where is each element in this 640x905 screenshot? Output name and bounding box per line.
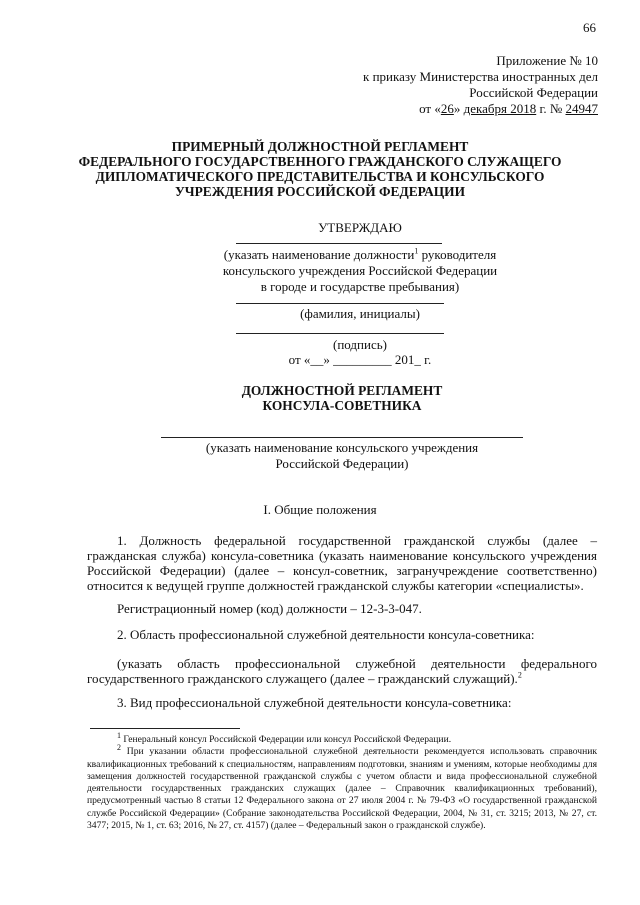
page-number: 66 <box>583 20 596 35</box>
position-line <box>236 243 442 244</box>
paragraph-3: 3. Вид профессиональной служебной деятельности консула-советника: <box>117 695 512 710</box>
paragraph-2: 2. Область профессиональной служебной деятельности консула-советника: <box>117 627 535 642</box>
footnotes <box>87 730 597 832</box>
name-label: (фамилия, инициалы) <box>300 306 420 321</box>
paragraph-registration: Регистрационный номер (код) должности – 12-3-3-047. <box>117 601 422 616</box>
approval-heading: УТВЕРЖДАЮ <box>318 220 402 235</box>
regulation-title: ДОЛЖНОСТНОЙ РЕГЛАМЕНТ КОНСУЛА-СОВЕТНИКА <box>241 383 443 413</box>
appendix-order: к приказу Министерства иностранных дел <box>363 69 598 84</box>
appendix-date: от «26» декабря 2018 г. № 24947 <box>419 101 598 116</box>
appendix-header <box>363 53 598 117</box>
paragraph-1: 1. Должность федеральной государственной гражданской службы (далее – гражданская служба) консула-советника (указать наименование консульского учреждения Российской Федерации) (далее – консул-советник, загранучреждение соответственно) относится к ведущей группе должностей гражданской службы категории «специалисты». <box>87 533 597 593</box>
consulate-label: (указать наименование консульского учреждения Российской Федерации) <box>205 440 479 471</box>
appendix-country: Российской Федерации <box>469 85 598 100</box>
document-title: ПРИМЕРНЫЙ ДОЛЖНОСТНОЙ РЕГЛАМЕНТ ФЕДЕРАЛЬНОГО ГОСУДАРСТВЕННОГО ГРАЖДАНСКОГО СЛУЖАЩЕГО ДИПЛОМАТИЧЕСКОГО ПРЕДСТАВИТЕЛЬСТВА И КОНСУЛЬСКОГО УЧРЕЖДЕНИЯ РОССИЙСКОЙ ФЕДЕРАЦИИ <box>78 139 562 199</box>
appendix-number: Приложение № 10 <box>496 53 598 68</box>
signature-line <box>236 333 444 334</box>
footnote-2: $^2$ При указании области профессиональной служебной деятельности рекомендуется использовать справочник квалификационных требований к специальностям, направлениям подготовки, знаниям и умениям, которые необходимы для замещения должностей государственной гражданской службы с учетом области и вида профессиональной служебной деятельности государственных гражданских служащих (далее – Справочник квалификационных требований), предусмотренный частью 8 статьи 12 Федерального закона от 27 июля 2004 г. № 79-ФЗ «О государственной гражданской службе Российской Федерации» (Собрание законодательства Российской Федерации, 2004, № 31, ст. 3215; 2013, № 27, ст. 3477; 2015, № 1, ст. 63; 2016, № 27, ст. 4157) (далее – Федеральный закон о гражданской службе). <box>87 743 597 832</box>
signature-label: (подпись) <box>333 337 387 352</box>
name-line <box>236 303 444 304</box>
section-heading: I. Общие положения <box>263 502 377 517</box>
consulate-line <box>161 437 523 438</box>
footnote-1: $^1$ Генеральный консул Российской Федерации или консул Российской Федерации. <box>117 730 452 745</box>
paragraph-area: (указать область профессиональной служебной деятельности федерального государственного гражданского служащего (далее – гражданский служащий).$^2$ <box>87 656 597 686</box>
approval-date: от «__» _________ 201_ г. <box>288 352 432 367</box>
position-label: (указать наименование должности$^1$ руководителя консульского учреждения Российской Федерации в городе и государстве пребывания) <box>222 246 498 294</box>
footnote-separator <box>90 728 240 729</box>
